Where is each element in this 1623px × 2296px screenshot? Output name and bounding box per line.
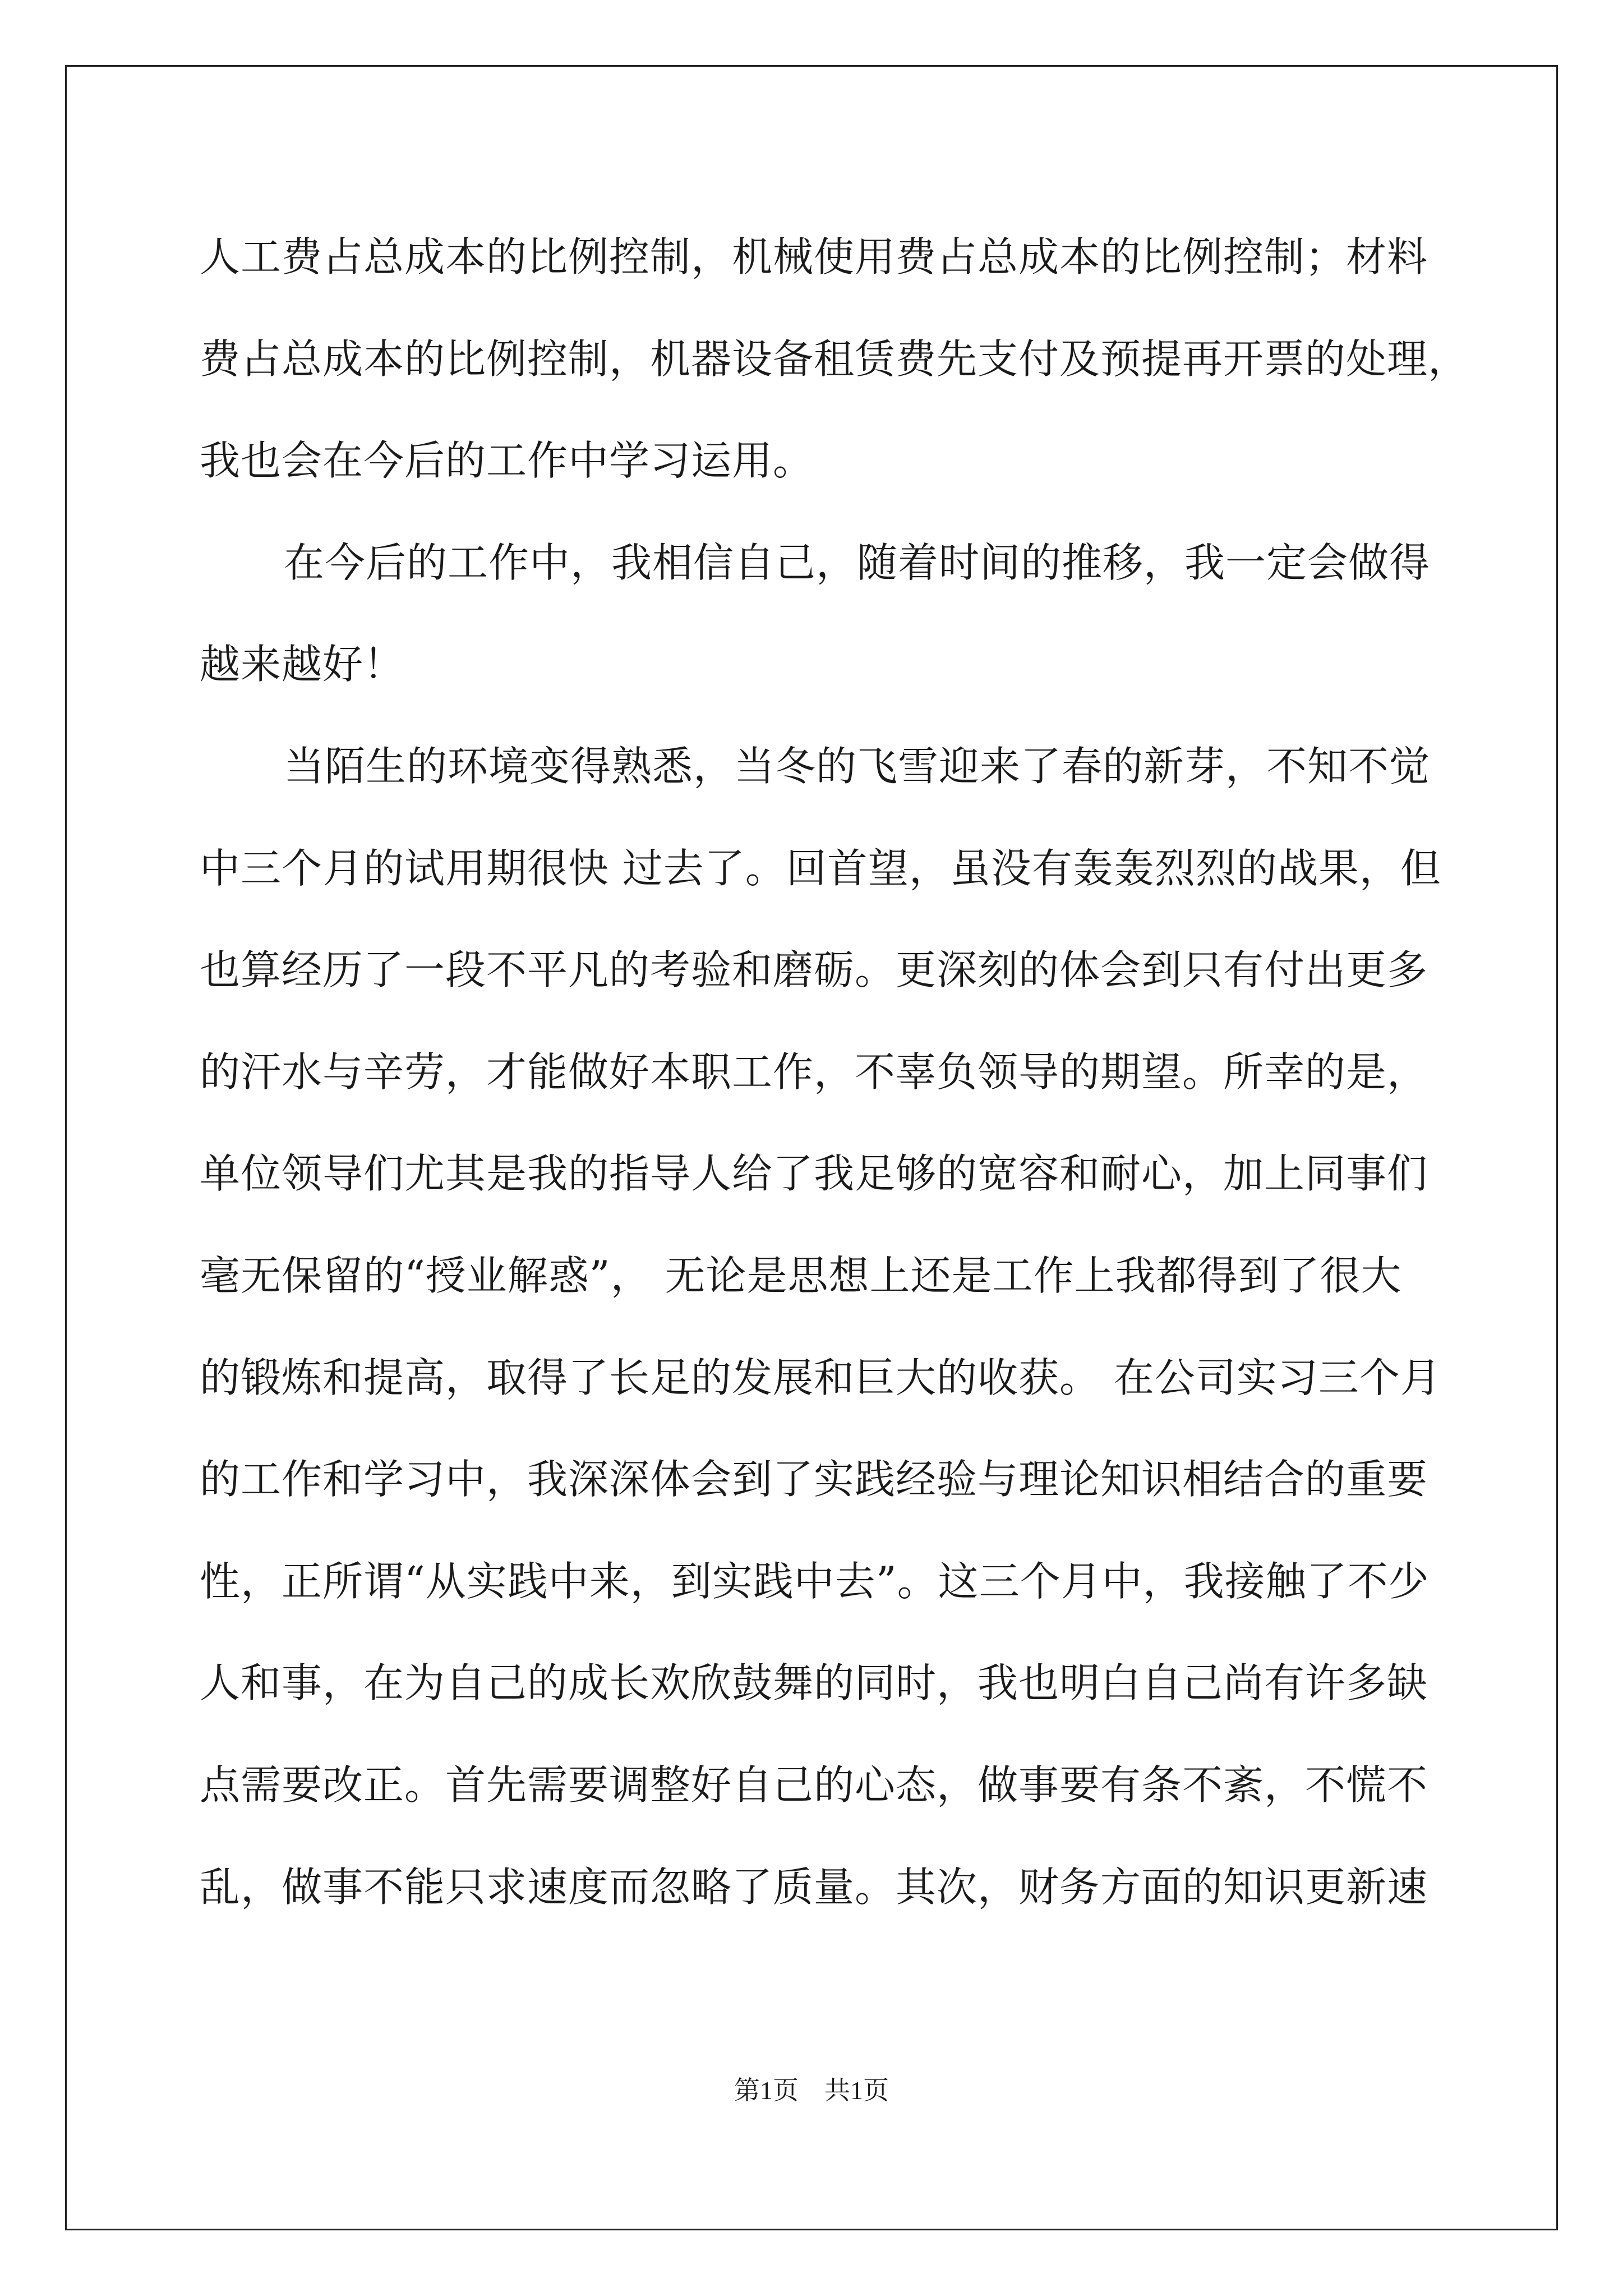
text-line: 越来越好！ xyxy=(200,641,405,688)
text-line: 的汗水与辛劳，才能做好本职工作，不辜负领导的期望。所幸的是， xyxy=(200,1048,1428,1096)
text-line: 我也会在今后的工作中学习运用。 xyxy=(200,437,814,485)
text-line: 毫无保留的“授业解惑”， 无论是思想上还是工作上我都得到了很大 xyxy=(200,1251,1402,1299)
text-line: 中三个月的试用期很快 过去了。回首望，虽没有轰轰烈烈的战果，但 xyxy=(200,844,1441,892)
text-line: 人和事，在为自己的成长欢欣鼓舞的同时，我也明白自己尚有许多缺 xyxy=(200,1659,1428,1707)
text-line: 性，正所谓“从实践中来，到实践中去”。这三个月中，我接触了不少 xyxy=(200,1557,1430,1605)
text-line: 的工作和学习中，我深深体会到了实践经验与理论知识相结合的重要 xyxy=(200,1456,1428,1503)
page-number-footer: 第1页 共1页 xyxy=(734,2076,889,2105)
text-line: 的锻炼和提高，取得了长足的发展和巨大的收获。 在公司实习三个月 xyxy=(200,1354,1441,1401)
text-line: 当陌生的环境变得熟悉，当冬的飞雪迎来了春的新芽，不知不觉 xyxy=(284,742,1431,790)
text-line: 也算经历了一段不平凡的考验和磨砺。更深刻的体会到只有付出更多 xyxy=(200,946,1428,994)
text-line: 单位领导们尤其是我的指导人给了我足够的宽容和耐心，加上同事们 xyxy=(200,1150,1428,1198)
text-line: 在今后的工作中，我相信自己，随着时间的推移，我一定会做得 xyxy=(284,539,1431,586)
text-line: 乱，做事不能只求速度而忽略了质量。其次，财务方面的知识更新速 xyxy=(200,1863,1428,1911)
document-body xyxy=(200,206,1469,1938)
text-line: 点需要改正。首先需要调整好自己的心态，做事要有条不紊，不慌不 xyxy=(200,1761,1428,1809)
text-line: 费占总成本的比例控制，机器设备租赁费先支付及预提再开票的处理， xyxy=(200,335,1469,383)
text-line: 人工费占总成本的比例控制，机械使用费占总成本的比例控制；材料 xyxy=(200,233,1428,280)
